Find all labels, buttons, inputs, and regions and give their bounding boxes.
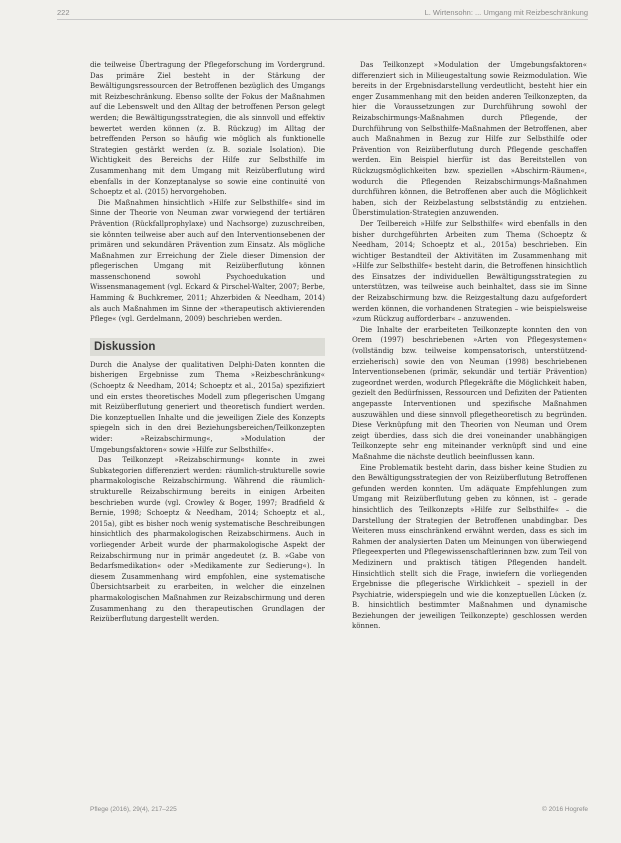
publisher-copyright: © 2016 Hogrefe xyxy=(542,806,588,813)
body-paragraph: Das Teilkonzept »Modulation der Umgebungsfaktoren« differenziert sich in Milieugestaltung sowie Reizmodulation. Wie bereits in der Ergebnisdarstellung verdeutlicht, besteht hier ein enger Zusammenhang mit den beiden anderen Teilkonzepten, da hier die Voraussetzungen zur Durchführung sowohl der Reizabschirmungs-Maßnahmen durch Pflegende, der Durchführung von Selbsthilfe-Maßnahmen der Betroffenen, aber auch Maßnahmen in Bezug zur Hilfe zur Selbsthilfe oder Prävention von Reizüberflutung durch Pflegende geschaffen werden. Ein Beispiel hierfür ist das Bereitstellen von Rückzugsmöglichkeiten bzw. speziellen »Abschirm-Räumen«, wodurch die Pflegenden Reizabschirmungs-Maßnahmen durchführen können, die Betroffenen aber auch die Möglichkeit haben, sich der Reizbelastung selbstständig zu entziehen. Überstimulation-Strategien anzuwenden. xyxy=(352,61,587,218)
header-rule xyxy=(57,19,588,20)
page-number: 222 xyxy=(57,8,70,17)
body-paragraph: Die Maßnahmen hinsichtlich »Hilfe zur Selbsthilfe« sind im Sinne der Theorie von Neuman zwar vorwiegend der tertiären Prävention (Rückfallprophylaxe) und Nachsorge) zuzuschreiben, sie könnten teilweise aber auch auf den Interventionsebenen der primären und sekundären Prävention zum Einsatz. Als mögliche Maßnahmen zur Erreichung der Ziele dieser Dimension der pflegerischen Umgang mit Reizüberflutung können massenschonend sowohl Psychoedukation und Wissensmanagement (vgl. Eckard & Pirschel-Walter, 2007; Berbe, Hamming & Buchkremer, 2011; Ahzerbiden & Needham, 2014) als auch Maßnahmen im Sinne der »therapeutisch aktivierenden Pflege« (vgl. Gerdelmann, 2009) beschrieben werden. xyxy=(90,198,325,324)
body-paragraph: Durch die Analyse der qualitativen Delphi-Daten konnten die bisherigen Ergebnisse zum Thema »Reizbeschränkung« (Schoeptz & Needham, 2014; Schoeptz et al., 2015a) spezifiziert und ein erstes theoretisches Modell zum pflegerischen Umgang mit Reizüberflutung generiert und theoretisch fundiert werden. Die konzeptuellen Inhalte und die jeweiligen Ziele des Konzepts spiegeln sich in den drei Beziehungsbereichen/Teilkonzepten wider: »Reizabschirmung«, »Modulation der Umgebungsfaktoren« sowie »Hilfe zur Selbsthilfe«. xyxy=(90,360,325,454)
body-paragraph: Eine Problematik besteht darin, dass bisher keine Studien zu den Bewältigungsstrategien der von Reizüberflutung Betroffenen gefunden werden konnten. Um adäquate Empfehlungen zum Umgang mit Reizüberflutung geben zu können, ist – gerade hinsichtlich des Teilkonzepts »Hilfe zur Selbsthilfe« – die Darstellung der Strategien der Betroffenen unabdingbar. Des Weiteren muss einschränkend erwähnt werden, dass es sich im Rahmen der analysierten Daten um Meinungen von überwiegend Pflegeexperten und Pflegewissenschaftlerinnen bzw. zum Teil von Medizinern und praktisch tätigen Pflegenden handelt. Hinsichtlich stellt sich die Frage, inwiefern die vorliegenden Ergebnisse die pflegerische Wirklichkeit – speziell in der Psychiatrie, widerspiegeln und wie die konzeptuellen Lücken (z. B. hinsichtlich bestimmter Maßnahmen und dynamische Beziehungen der jeweiligen Teilkonzepte) geschlossen werden können. xyxy=(352,463,587,631)
body-paragraph: die teilweise Übertragung der Pflegeforschung im Vordergrund. Das primäre Ziel besteht in der Stärkung der Bewältigungsressourcen der Betroffenen bezüglich des Umgangs mit Reizbeschränkung. Ebenso sollte der Fokus der Maßnahmen auf die Lebenswelt und den Alltag der betroffenen Person gelegt werden; die Bewältigungsstrategien, die als sinnvoll und effektiv bewertet werden können (z. B. Rückzug) im Alltag der betreffenden Person so häufig wie möglich als funktionelle Strategien gestärkt werden (z. B. soziale Isolation). Die Wichtigkeit des Bereichs der Hilfe zur Selbsthilfe im Zusammenhang mit dem Umgang mit Reizüberflutung wird ebenfalls in der Konzeptanalyse so sowie eine continuité von Schoeptz et al. (2015) hervorgehoben. xyxy=(90,61,325,197)
section-heading: Diskussion xyxy=(90,338,325,356)
journal-citation: Pflege (2016), 29(4), 217–225 xyxy=(90,806,177,813)
right-column xyxy=(352,60,587,632)
running-title: L. Wirtensohn: ... Umgang mit Reizbeschränkung xyxy=(424,8,588,17)
body-paragraph: Die Inhalte der erarbeiteten Teilkonzepte konnten den von Orem (1997) beschriebenen »Arten von Pflegesystemen« (vollständig bzw. teilweise kompensatorisch, unterstützend-erzieherisch) sowie den von Neuman (1998) beschriebenen Interventionsebenen (primär, sekundär und tertiär Prävention) zugeordnet werden, wodurch Pflegekräfte die Möglichkeit haben, gezielt den Bedürfnissen, Ressourcen und Defiziten der Patienten angepasste Interventionen und spezifische Maßnahmen auszuwählen und diese sinnvoll pflegetheoretisch zu begründen. Diese Verknüpfung mit den Theorien von Neuman und Orem zeigt überdies, dass sich die drei voneinander unabhängigen Teilkonzepte sehr eng miteinander verknüpft sind und eine Maßnahme die nächste deutlich beeinflussen kann. xyxy=(352,325,587,461)
left-column xyxy=(90,60,325,625)
body-paragraph: Der Teilbereich »Hilfe zur Selbsthilfe« wird ebenfalls in den bisher durchgeführten Arbeiten zum Thema (Schoeptz & Needham, 2014; Schoeptz et al., 2015a) beschrieben. Ein wichtiger Bestandteil der Aktivitäten im Zusammenhang mit »Hilfe zur Selbsthilfe« besteht darin, die Betroffenen hinsichtlich des Einsatzes der individuellen Bewältigungsstrategien zu unterstützen, was teilweise auch beinhaltet, dass sie im Sinne der Reizabschirmung bzw. die Reizgestaltung dazu aufgefordert werden können, die vorhandenen Strategien – wie beispielsweise »zum Rückzug aufforderbar« – anzuwenden. xyxy=(352,219,587,324)
page-footer xyxy=(90,806,588,818)
body-paragraph: Das Teilkonzept »Reizabschirmung« konnte in zwei Subkategorien differenziert werden: räumlich-strukturelle sowie pharmakologische Reizabschirmung. Während die räumlich-strukturelle Reizabschirmung bereits in einigen Arbeiten beschrieben wurde (vgl. Crowley & Boger, 1997; Bradfield & Bernie, 1998; Schoeptz & Needham, 2014; Schoeptz et al., 2015a), gibt es bisher noch wenig systematische Beschreibungen hinsichtlich des pharmakologischen Reizabschirmens. Auch in vorliegender Arbeit wurde der pharmakologische Aspekt der Reizabschirmung nur in primär angedeutet (z. B. »Gabe von Bedarfsmedikation« oder »Medikamente zur Sedierung«). In diesem Zusammenhang wird empfohlen, eine systematische Übersichtsarbeit zu erarbeiten, in welcher die einzelnen pharmakologischen Maßnahmen zur Reizabschirmung und deren Zusammenhang zu den therapeutischen Grundlagen der Reizüberflutung dargestellt werden. xyxy=(90,456,325,624)
